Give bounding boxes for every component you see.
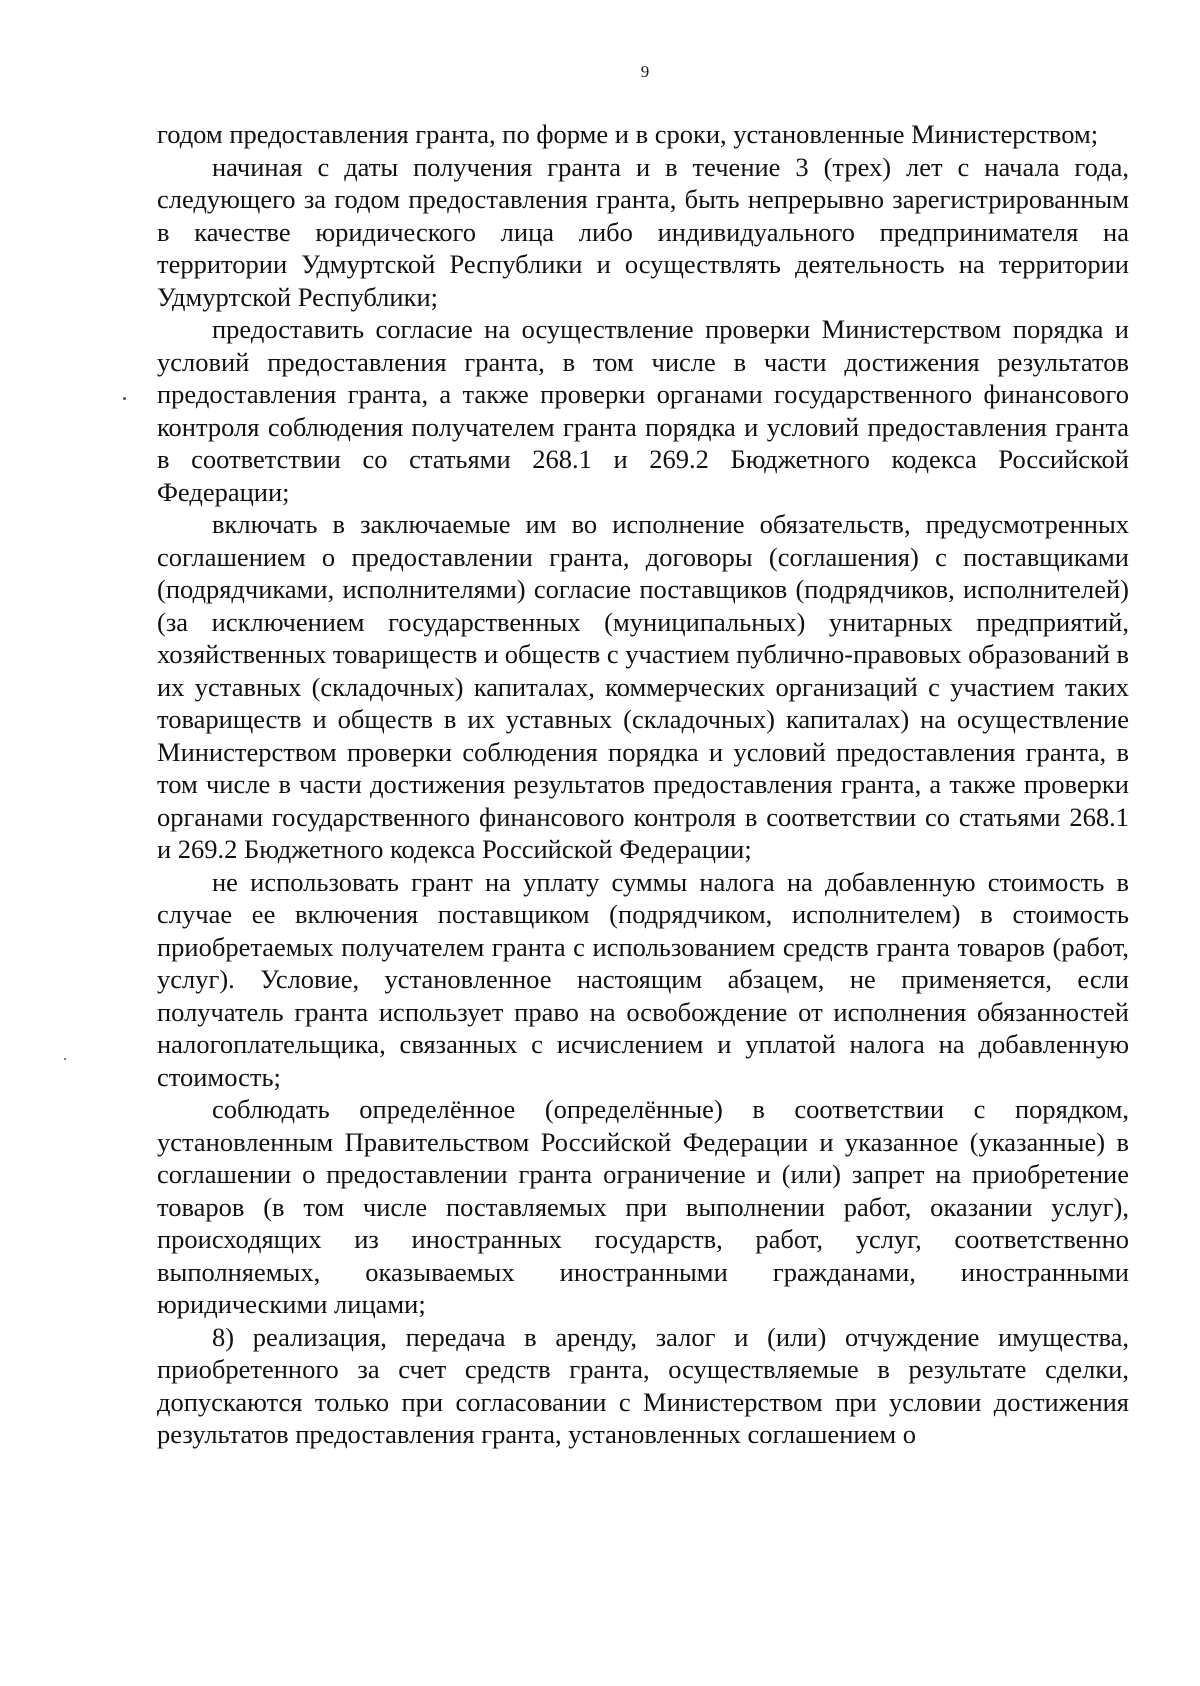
document-body (157, 118, 1129, 1451)
paragraph-vat: не использовать грант на уплату суммы налога на добавленную стоимость в случае ее включения поставщиком (подрядчиком, исполнителем) в стоимость приобретаемых получателем гранта с использованием средств гранта товаров (работ, услуг). Условие, установленное настоящим абзацем, не применяется, если получатель гранта использует право на освобождение от исполнения обязанностей налогоплательщика, связанных с исчислением и уплатой налога на добавленную стоимость; (157, 866, 1129, 1092)
page-number: 9 (640, 62, 650, 81)
scan-speck (123, 397, 126, 400)
paragraph-item-8: 8) реализация, передача в аренду, залог и (или) отчуждение имущества, приобретенного за счет средств гранта, осуществляемые в результате сделки, допускаются только при согласовании с Министерством при условии достижения результатов предоставления гранта, установленных соглашением о (157, 1321, 1129, 1449)
paragraph-registration: начиная с даты получения гранта и в течение 3 (трех) лет с начала года, следующего за годом предоставления гранта, быть непрерывно зарегистрированным в качестве юридического лица либо индивидуального предпринимателя на территории Удмуртской Республики и осуществлять деятельность на территории Удмуртской Республики; (157, 151, 1129, 312)
paragraph-restrictions: соблюдать определённое (определённые) в соответствии с порядком, установленным Правительством Российской Федерации и указанное (указанные) в соглашении о предоставлении гранта ограничение и (или) запрет на приобретение товаров (в том числе поставляемых при выполнении работ, оказании услуг), происходящих из иностранных государств, работ, услуг, соответственно выполняемых, оказываемых иностранными гражданами, иностранными юридическими лицами; (157, 1094, 1129, 1319)
paragraph-audit-consent: предоставить согласие на осуществление проверки Министерством порядка и условий предоставления гранта, в том числе в части достижения результатов предоставления гранта, а также проверки органами государственного финансового контроля соблюдения получателем гранта порядка и условий предоставления гранта в соответствии со статьями 268.1 и 269.2 Бюджетного кодекса Российской Федерации; (157, 314, 1129, 507)
paragraph-continuation: годом предоставления гранта, по форме и в сроки, установленные Министерством; (157, 119, 1099, 149)
paragraph-contractor-consent: включать в заключаемые им во исполнение обязательств, предусмотренных соглашением о предоставлении гранта, договоры (соглашения) с поставщиками (подрядчиками, исполнителями) согласие поставщиков (подрядчиков, исполнителей) (за исключением государственных (муниципальных) унитарных предприятий, хозяйственных товариществ и обществ с участием публично-правовых образований в их уставных (складочных) капиталах, коммерческих организаций с участием таких товариществ и обществ в их уставных (складочных) капиталах) на осуществление Министерством проверки соблюдения порядка и условий предоставления гранта, в том числе в части достижения результатов предоставления гранта, а также проверки органами государственного финансового контроля в соответствии со статьями 268.1 и 269.2 Бюджетного кодекса Российской Федерации; (157, 509, 1130, 864)
scan-speck (64, 1058, 66, 1060)
